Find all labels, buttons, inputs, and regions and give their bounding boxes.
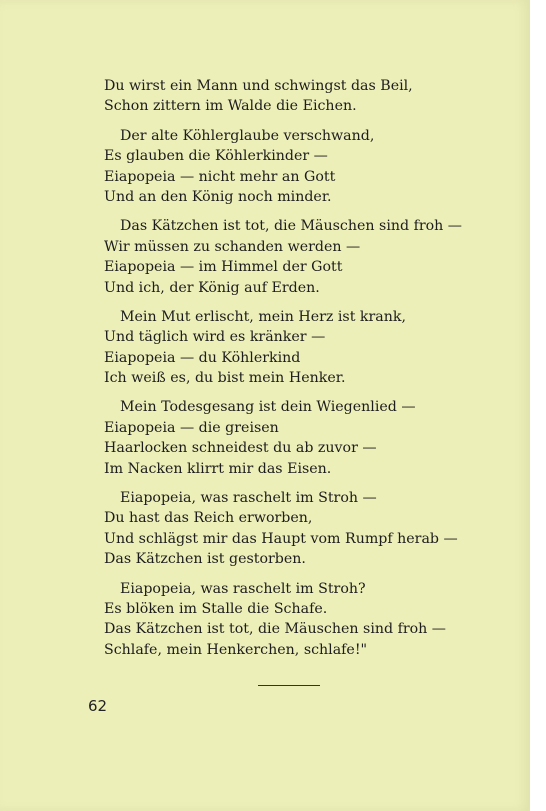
stanza-7: [104, 579, 504, 661]
stanza-3: [104, 216, 504, 298]
poem-line: Ich weiß es, du bist mein Henker.: [104, 370, 346, 387]
poem-line: Eiapopeia, was raschelt im Stroh?: [120, 580, 366, 597]
poem-line: Das Kätzchen ist tot, die Mäuschen sind froh —: [120, 218, 462, 235]
poem-line: Wir müssen zu schanden werden —: [104, 238, 361, 255]
poem-line: Schon zittern im Walde die Eichen.: [104, 98, 357, 115]
poem-line: Eiapopeia, was raschelt im Stroh —: [120, 490, 377, 507]
section-divider: [258, 685, 320, 686]
poem-line: Der alte Köhlerglaube verschwand,: [120, 127, 375, 144]
poem-line: Im Nacken klirrt mir das Eisen.: [104, 460, 332, 477]
poem-line: Das Kätzchen ist tot, die Mäuschen sind froh —: [104, 621, 446, 638]
stanza-2: [104, 126, 504, 208]
poem-line: Mein Mut erlischt, mein Herz ist krank,: [120, 308, 407, 325]
poem-line: Eiapopeia — die greisen: [104, 419, 279, 436]
poem-line: Eiapopeia — nicht mehr an Gott: [104, 168, 336, 185]
poem-line: Du hast das Reich erworben,: [104, 510, 313, 527]
poem-line: Schlafe, mein Henkerchen, schlafe!": [104, 641, 368, 658]
poem-line: Es glauben die Köhlerkinder —: [104, 148, 328, 165]
page-number: 62: [88, 697, 108, 715]
poem-line: Eiapopeia — du Köhlerkind: [104, 349, 301, 366]
poem-line: Haarlocken schneidest du ab zuvor —: [104, 440, 377, 457]
poem-line: Es blöken im Stalle die Schafe.: [104, 600, 328, 617]
poem-line: Du wirst ein Mann und schwingst das Beil,: [104, 78, 413, 94]
poem-line: Eiapopeia — im Himmel der Gott: [104, 259, 343, 276]
stanza-1: [104, 76, 504, 117]
poem-line: Und schlägst mir das Haupt vom Rumpf herab —: [104, 530, 458, 547]
poem-line: Und an den König noch minder.: [104, 188, 332, 205]
poem-line: Und täglich wird es kränker —: [104, 329, 326, 346]
stanza-4: [104, 307, 504, 389]
poem-line: Und ich, der König auf Erden.: [104, 279, 320, 296]
stanza-6: [104, 488, 504, 570]
poem-line: Das Kätzchen ist gestorben.: [104, 551, 306, 568]
poem-line: Mein Todesgesang ist dein Wiegenlied —: [120, 399, 416, 416]
poem: [104, 76, 504, 669]
stanza-5: [104, 397, 504, 479]
